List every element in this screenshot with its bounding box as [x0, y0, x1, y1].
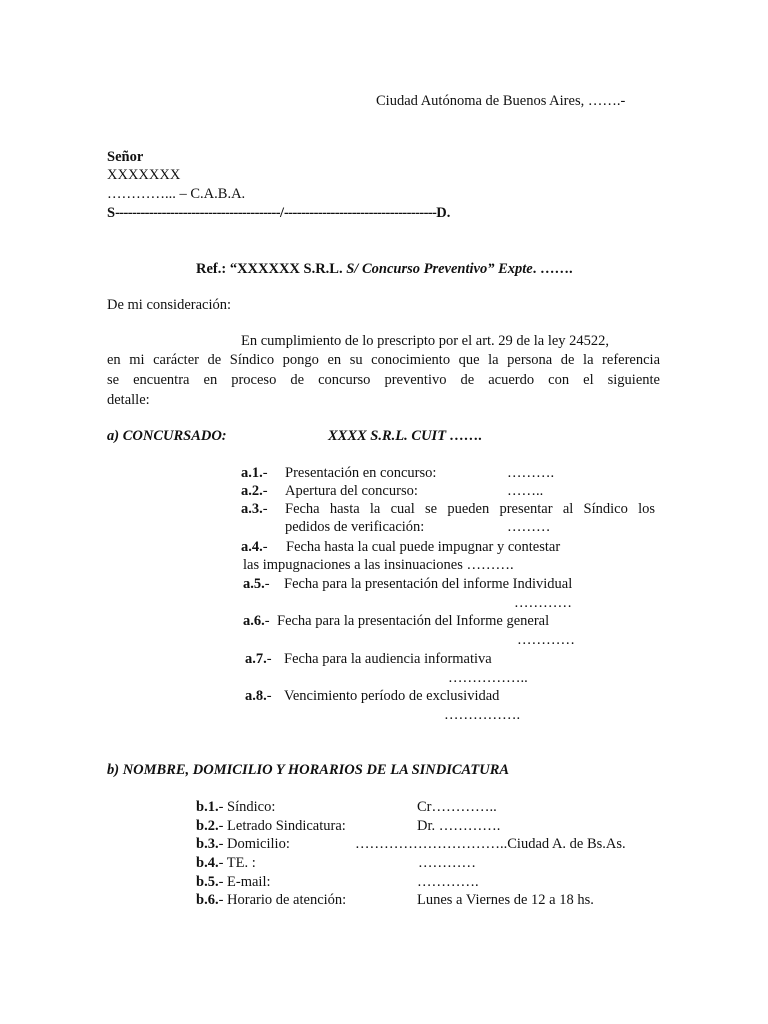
- item-a8-dots: …………….: [444, 707, 521, 723]
- item-b6: [196, 891, 346, 910]
- item-a5-sep: -: [264, 576, 270, 592]
- item-a3-sep: -: [262, 501, 268, 517]
- item-b4-label: - TE. :: [218, 855, 256, 871]
- item-b6-value: Lunes a Viernes de 12 a 18 hs.: [417, 892, 594, 908]
- recipient-address: …………... – C.A.B.A.: [107, 186, 246, 202]
- item-b4-value: …………: [418, 855, 476, 871]
- recipient-name: XXXXXXX: [107, 167, 181, 183]
- item-a3-code: a.3.: [241, 501, 263, 517]
- item-a4: [241, 538, 268, 557]
- reference-prefix: Ref.: “XXXXXX S.R.L.: [196, 261, 347, 277]
- item-a3: [241, 500, 268, 519]
- item-a4-code: a.4.: [241, 539, 263, 555]
- item-a2-sep: -: [262, 483, 268, 499]
- item-a3-text2: pedidos de verificación:: [285, 519, 425, 535]
- item-b4: [196, 854, 256, 873]
- sd-dashes-b: ------------------------------------: [284, 205, 437, 221]
- item-b3: [196, 835, 290, 854]
- item-a1-sep: -: [262, 465, 268, 481]
- item-a8-code: a.8.: [245, 688, 267, 704]
- item-b5-value: ………….: [417, 874, 479, 890]
- greeting: De mi consideración:: [107, 297, 232, 313]
- body-line-3: se encuentra en proceso de concurso preventivo de acuerdo con el siguiente: [107, 372, 660, 388]
- item-a8-text: Vencimiento período de exclusividad: [284, 688, 500, 704]
- item-a8-sep: -: [266, 688, 272, 704]
- item-b1-code: b.1.: [196, 799, 219, 815]
- item-b6-code: b.6.: [196, 892, 219, 908]
- item-a6-sep: -: [264, 613, 270, 629]
- item-a4-text: Fecha hasta la cual puede impugnar y contestar: [286, 539, 561, 555]
- item-b6-label: - Horario de atención:: [218, 892, 347, 908]
- reference-expte-value: . …….: [532, 261, 573, 277]
- item-b3-value: …………………………..Ciudad A. de Bs.As.: [355, 836, 626, 852]
- item-a3-dots: ………: [507, 519, 551, 535]
- item-a5-dots: …………: [514, 595, 572, 611]
- item-a2: [241, 482, 268, 501]
- item-a3-text: Fecha hasta la cual se pueden presentar al Síndico los: [285, 501, 655, 517]
- item-b2-code: b.2.: [196, 818, 219, 834]
- item-b3-label: - Domicilio:: [218, 836, 290, 852]
- item-b5-label: - E-mail:: [218, 874, 271, 890]
- item-b5-code: b.5.: [196, 874, 219, 890]
- item-a1-text: Presentación en concurso:: [285, 465, 437, 481]
- item-b1-value: Cr…………..: [417, 799, 497, 815]
- item-b1-label: - Síndico:: [218, 799, 276, 815]
- item-a4-text2: las impugnaciones a las insinuaciones ……….: [243, 557, 514, 573]
- item-b3-code: b.3.: [196, 836, 219, 852]
- item-a6: [243, 612, 270, 631]
- item-a1: [241, 464, 268, 483]
- item-a7-dots: ……………..: [448, 670, 528, 686]
- sd-start: S: [107, 205, 116, 221]
- item-b4-code: b.4.: [196, 855, 219, 871]
- item-a4-sep: -: [262, 539, 268, 555]
- recipient-salutation: Señor: [107, 149, 144, 165]
- section-b-title: b) NOMBRE, DOMICILIO Y HORARIOS DE LA SINDICATURA: [107, 762, 510, 778]
- item-b2-value: Dr. ………….: [417, 818, 501, 834]
- body-paragraph: [107, 350, 660, 410]
- section-a-title: a) CONCURSADO:: [107, 428, 227, 444]
- item-b2: [196, 817, 346, 836]
- item-a6-code: a.6.: [243, 613, 265, 629]
- item-b5: [196, 873, 271, 892]
- item-b1: [196, 798, 275, 817]
- item-a8: [245, 687, 272, 706]
- sd-end: D.: [436, 205, 451, 221]
- item-a5: [243, 575, 270, 594]
- item-a7-sep: -: [266, 651, 272, 667]
- sd-dashes-a: ---------------------------------------: [115, 205, 280, 221]
- body-line-2: en mi carácter de Síndico pongo en su conocimiento que la persona de la referencia: [107, 352, 660, 368]
- reference-expte-label: Expte: [498, 261, 533, 277]
- item-a7-text: Fecha para la audiencia informativa: [284, 651, 492, 667]
- body-line-4: detalle:: [107, 392, 150, 408]
- item-a5-code: a.5.: [243, 576, 265, 592]
- section-a-value: XXXX S.R.L. CUIT …….: [328, 428, 483, 444]
- item-a7: [245, 650, 272, 669]
- item-a2-dots: ……..: [507, 483, 544, 499]
- item-a7-code: a.7.: [245, 651, 267, 667]
- place-date: Ciudad Autónoma de Buenos Aires, …….-: [376, 93, 626, 109]
- item-a1-code: a.1.: [241, 465, 263, 481]
- item-a6-dots: …………: [517, 632, 575, 648]
- item-a5-text: Fecha para la presentación del informe Individual: [284, 576, 573, 592]
- reference-italic: S/ Concurso Preventivo”: [346, 261, 499, 277]
- recipient-sd-line: [107, 204, 450, 223]
- reference-line: [196, 260, 573, 279]
- item-a2-text: Apertura del concurso:: [285, 483, 418, 499]
- item-a6-text: Fecha para la presentación del Informe general: [277, 613, 550, 629]
- item-a2-code: a.2.: [241, 483, 263, 499]
- body-line-1: En cumplimiento de lo prescripto por el art. 29 de la ley 24522,: [241, 333, 610, 349]
- sd-slash: /: [280, 205, 285, 221]
- item-b2-label: - Letrado Sindicatura:: [218, 818, 346, 834]
- item-a1-dots: ……….: [507, 465, 555, 481]
